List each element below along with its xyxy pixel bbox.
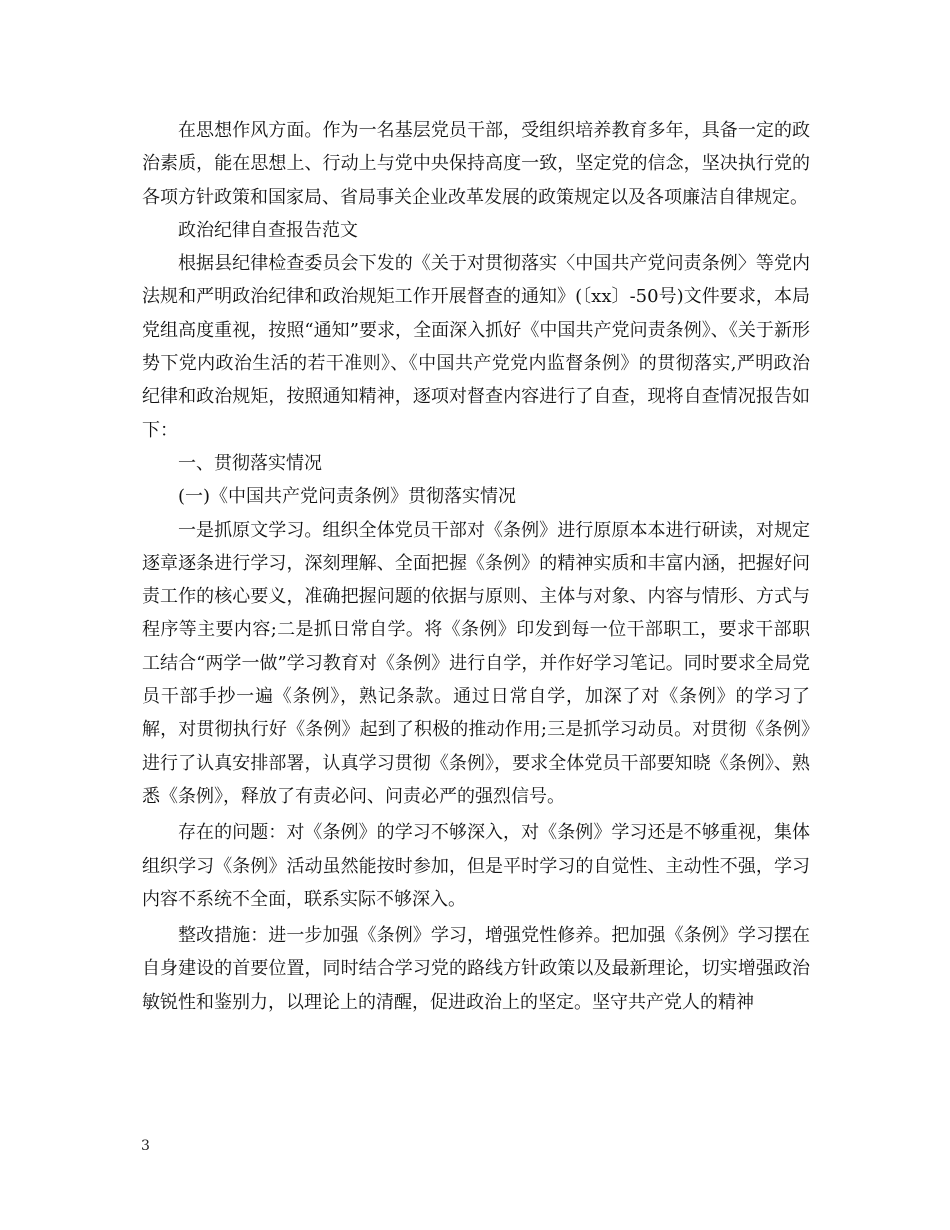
- heading-implementation: 一、贯彻落实情况: [178, 452, 322, 474]
- paragraph-rectification: 整改措施：进一步加强《条例》学习，增强党性修养。把加强《条例》学习摆在自身建设的首要位置，同时结合学习党的路线方针政策以及最新理论，切实增强政治敏锐性和鉴别力，以理论上的清醒，促进政治上的坚定。坚守共产党人的精神: [142, 925, 810, 1013]
- section-title: 政治纪律自查报告范文: [178, 219, 358, 241]
- paragraph-intro: 根据县纪律检查委员会下发的《关于对贯彻落实〈中国共产党问责条例〉等党内法规和严明政治纪律和政治规矩工作开展督查的通知》(〔xx〕-50号)文件要求，本局党组高度重视，按照“通知”要求，全面深入抓好《中国共产党问责条例》、《关于新形势下党内政治生活的若干准则》、《中国共产党党内监督条例》的贯彻落实,严明政治纪律和政治规矩，按照通知精神，逐项对督查内容进行了自查，现将自查情况报告如下：: [142, 253, 810, 441]
- subheading-accountability-regulation: (一)《中国共产党问责条例》贯彻落实情况: [178, 486, 517, 508]
- paragraph-work-style: 在思想作风方面。作为一名基层党员干部，受组织培养教育多年，具备一定的政治素质，能在思想上、行动上与党中央保持高度一致，坚定党的信念，坚决执行党的各项方针政策和国家局、省局事关企业改革发展的政策规定以及各项廉洁自律规定。: [142, 120, 810, 208]
- paragraph-study-measures: 一是抓原文学习。组织全体党员干部对《条例》进行原原本本进行研读，对规定逐章逐条进行学习，深刻理解、全面把握《条例》的精神实质和丰富内涵，把握好问责工作的核心要义，准确把握问题的依据与原则、主体与对象、内容与情形、方式与程序等主要内容;二是抓日常自学。将《条例》印发到每一位干部职工，要求干部职工结合“两学一做”学习教育对《条例》进行自学，并作好学习笔记。同时要求全局党员干部手抄一遍《条例》，熟记条款。通过日常自学，加深了对《条例》的学习了解，对贯彻执行好《条例》起到了积极的推动作用;三是抓学习动员。对贯彻《条例》进行了认真安排部署，认真学习贯彻《条例》，要求全体党员干部要知晓《条例》、熟悉《条例》，释放了有责必问、问责必严的强烈信号。: [142, 519, 810, 807]
- document-body: [142, 114, 810, 1019]
- page-number: 3: [141, 1138, 150, 1154]
- paragraph-problems: 存在的问题：对《条例》的学习不够深入，对《条例》学习还是不够重视，集体组织学习《条例》活动虽然能按时参加，但是平时学习的自觉性、主动性不强，学习内容不系统不全面，联系实际不够深入。: [142, 822, 810, 910]
